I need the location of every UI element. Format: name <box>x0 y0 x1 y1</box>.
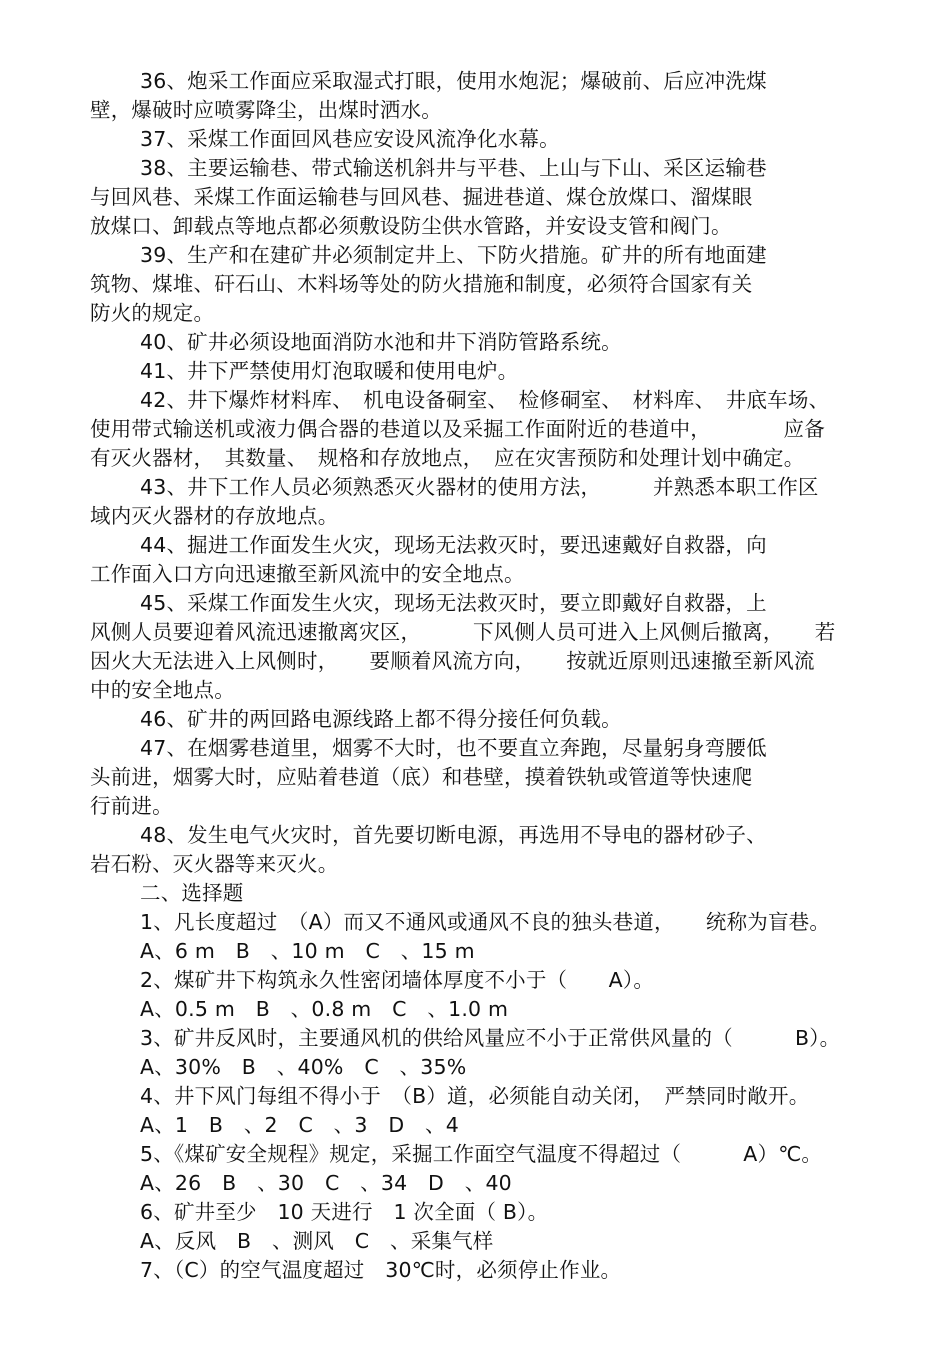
text-line: 47、在烟雾巷道里，烟雾不大时，也不要直立奔跑，尽量躬身弯腰低 <box>140 736 767 760</box>
text-line: 风侧人员要迎着风流迅速撤离灾区， 下风侧人员可进入上风侧后撤离， 若 <box>90 620 836 644</box>
question-line: 6、矿井至少 10 天进行 1 次全面（ B）。 <box>140 1200 549 1224</box>
text-line: 37、采煤工作面回风巷应安设风流净化水幕。 <box>140 127 560 151</box>
text-line: 38、主要运输巷、带式输送机斜井与平巷、上山与下山、采区运输巷 <box>140 156 767 180</box>
text-line: 使用带式输送机或液力偶合器的巷道以及采掘工作面附近的巷道中， 应备 <box>90 417 825 441</box>
text-line: 工作面入口方向迅速撤至新风流中的安全地点。 <box>90 562 525 586</box>
text-line: 有灭火器材， 其数量、 规格和存放地点， 应在灾害预防和处理计划中确定。 <box>90 446 805 470</box>
text-line: 36、炮采工作面应采取湿式打眼，使用水炮泥；爆破前、后应冲洗煤 <box>140 69 767 93</box>
text-line: 46、矿井的两回路电源线路上都不得分接任何负载。 <box>140 707 622 731</box>
options-line: A、反风 B 、测风 C 、采集气样 <box>140 1229 494 1253</box>
text-line: 筑物、煤堆、矸石山、木料场等处的防火措施和制度，必须符合国家有关 <box>90 272 753 296</box>
question-line: 5、《煤矿安全规程》规定，采掘工作面空气温度不得超过（ A）℃。 <box>140 1142 823 1166</box>
text-line: 43、井下工作人员必须熟悉灭火器材的使用方法， 并熟悉本职工作区 <box>140 475 819 499</box>
options-line: A、26 B 、30 C 、34 D 、40 <box>140 1171 512 1195</box>
text-line: 域内灭火器材的存放地点。 <box>90 504 339 528</box>
text-line: 岩石粉、灭火器等来灭火。 <box>90 852 339 876</box>
text-line: 放煤口、卸载点等地点都必须敷设防尘供水管路，并安设支管和阀门。 <box>90 214 732 238</box>
options-line: A、30% B 、40% C 、35% <box>140 1055 467 1079</box>
text-line: 41、井下严禁使用灯泡取暖和使用电炉。 <box>140 359 519 383</box>
text-line: 壁，爆破时应喷雾降尘，出煤时洒水。 <box>90 98 442 122</box>
question-line: 7、（C）的空气温度超过 30℃时，必须停止作业。 <box>140 1258 622 1282</box>
options-line: A、1 B 、2 C 、3 D 、4 <box>140 1113 459 1137</box>
section-heading: 二、选择题 <box>140 881 244 905</box>
text-line: 42、井下爆炸材料库、 机电设备硐室、 检修硐室、 材料库、 井底车场、 <box>140 388 830 412</box>
question-line: 1、凡长度超过 （A）而又不通风或通风不良的独头巷道， 统称为盲巷。 <box>140 910 831 934</box>
text-line: 40、矿井必须设地面消防水池和井下消防管路系统。 <box>140 330 622 354</box>
text-line: 45、采煤工作面发生火灾，现场无法救灭时，要立即戴好自救器，上 <box>140 591 767 615</box>
text-line: 48、发生电气火灾时，首先要切断电源，再选用不导电的器材砂子、 <box>140 823 767 847</box>
text-line: 因火大无法进入上风侧时， 要顺着风流方向， 按就近原则迅速撤至新风流 <box>90 649 815 673</box>
text-line: 44、掘进工作面发生火灾，现场无法救灭时，要迅速戴好自救器，向 <box>140 533 767 557</box>
text-line: 与回风巷、采煤工作面运输巷与回风巷、掘进巷道、煤仓放煤口、溜煤眼 <box>90 185 753 209</box>
question-line: 4、井下风门每组不得小于 （B）道，必须能自动关闭， 严禁同时敞开。 <box>140 1084 810 1108</box>
text-line: 行前进。 <box>90 794 173 818</box>
question-line: 3、矿井反风时，主要通风机的供给风量应不小于正常供风量的（ B）。 <box>140 1026 841 1050</box>
question-line: 2、煤矿井下构筑永久性密闭墙体厚度不小于（ A）。 <box>140 968 655 992</box>
text-line: 中的安全地点。 <box>90 678 235 702</box>
text-line: 39、生产和在建矿井必须制定井上、下防火措施。矿井的所有地面建 <box>140 243 767 267</box>
text-line: 头前进，烟雾大时，应贴着巷道（底）和巷壁，摸着铁轨或管道等快速爬 <box>90 765 753 789</box>
options-line: A、0.5 m B 、0.8 m C 、1.0 m <box>140 997 509 1021</box>
options-line: A、6 m B 、10 m C 、15 m <box>140 939 475 963</box>
text-line: 防火的规定。 <box>90 301 215 325</box>
